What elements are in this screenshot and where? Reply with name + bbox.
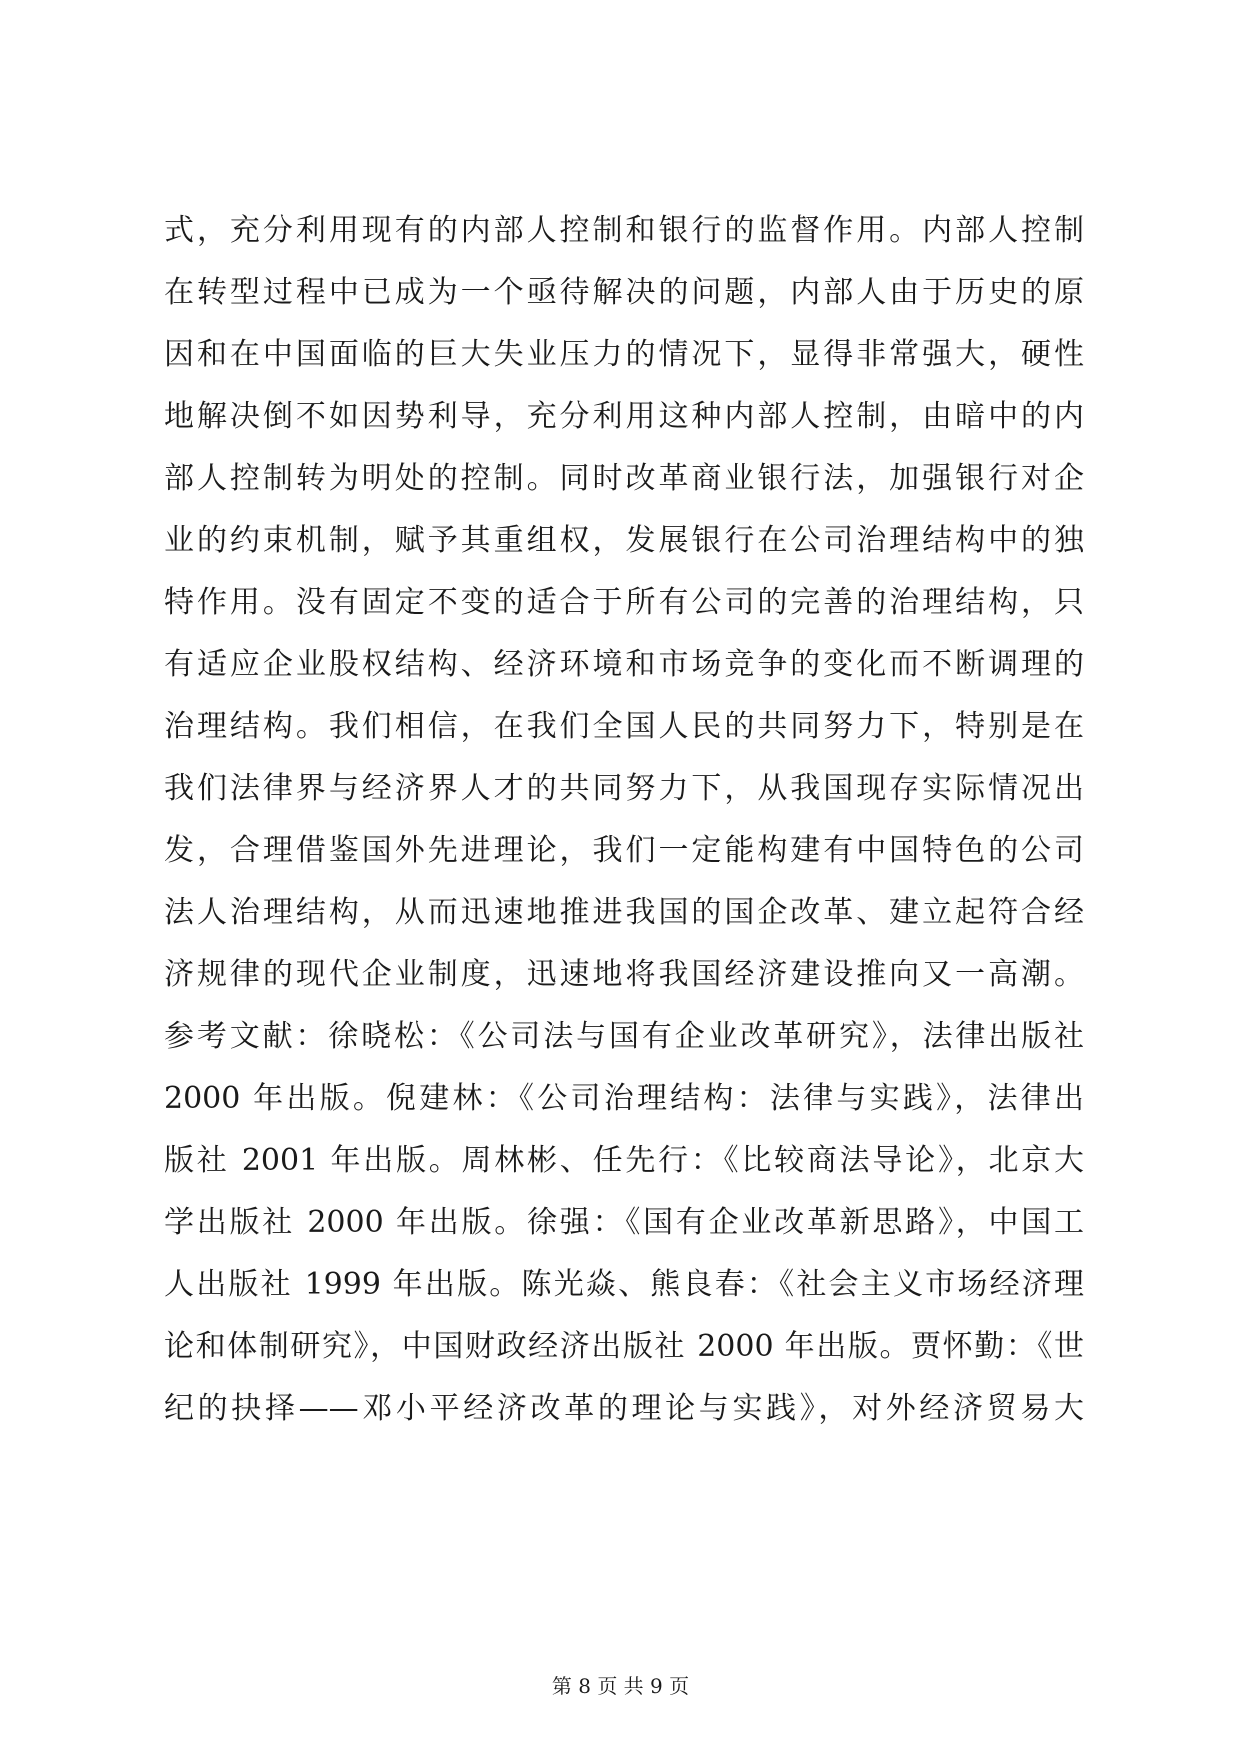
text-line: 有适应企业股权结构、经济环境和市场竞争的变化而不断调理的 — [164, 647, 1084, 682]
text-line: 论和体制研究》，中国财政经济出版社 2000 年出版。贾怀勤：《世 — [164, 1329, 1084, 1364]
text-line: 2000 年出版。倪建林：《公司治理结构：法律与实践》，法律出 — [164, 1081, 1084, 1116]
page-number: 第 8 页 共 9 页 — [551, 1674, 690, 1698]
text-line: 在转型过程中已成为一个亟待解决的问题，内部人由于历史的原 — [164, 275, 1084, 310]
text-line: 纪的抉择——邓小平经济改革的理论与实践》，对外经济贸易大 — [164, 1391, 1084, 1426]
text-line: 人出版社 1999 年出版。陈光焱、熊良春：《社会主义市场经济理 — [164, 1267, 1084, 1302]
text-line: 学出版社 2000 年出版。徐强：《国有企业改革新思路》，中国工 — [164, 1205, 1084, 1240]
text-line: 发，合理借鉴国外先进理论，我们一定能构建有中国特色的公司 — [164, 833, 1084, 868]
text-line: 业的约束机制，赋予其重组权，发展银行在公司治理结构中的独 — [164, 523, 1084, 558]
text-line: 我们法律界与经济界人才的共同努力下，从我国现存实际情况出 — [164, 771, 1084, 806]
text-line: 地解决倒不如因势利导，充分利用这种内部人控制，由暗中的内 — [164, 399, 1084, 434]
text-line: 因和在中国面临的巨大失业压力的情况下，显得非常强大，硬性 — [164, 337, 1084, 372]
text-line: 部人控制转为明处的控制。同时改革商业银行法，加强银行对企 — [164, 461, 1084, 496]
text-line: 参考文献：徐晓松：《公司法与国有企业改革研究》，法律出版社 — [164, 1019, 1084, 1054]
text-line: 治理结构。我们相信，在我们全国人民的共同努力下，特别是在 — [164, 709, 1084, 744]
page-footer — [0, 1672, 1241, 1700]
text-line: 济规律的现代企业制度，迅速地将我国经济建设推向又一高潮。 — [164, 957, 1084, 992]
text-line: 式，充分利用现有的内部人控制和银行的监督作用。内部人控制 — [164, 213, 1084, 248]
text-line: 版社 2001 年出版。周林彬、任先行：《比较商法导论》，北京大 — [164, 1143, 1084, 1178]
text-line: 法人治理结构，从而迅速地推进我国的国企改革、建立起符合经 — [164, 895, 1084, 930]
body-text — [164, 200, 1084, 1440]
text-line: 特作用。没有固定不变的适合于所有公司的完善的治理结构，只 — [164, 585, 1084, 620]
